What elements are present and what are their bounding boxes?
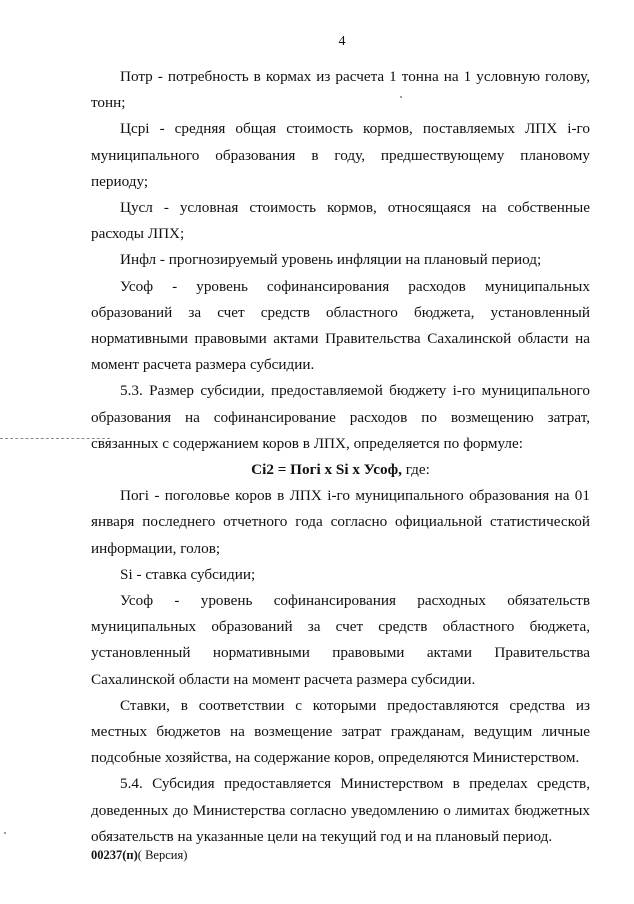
formula: Ci2 = Пoгi x Si x Усоф, xyxy=(251,461,402,479)
paragraph: 5.3. Размер субсидии, предоставляемой бюджету i-го муниципального образования на софинансирование расходов по возмещению затрат, связанных с содержанием коров в ЛПХ, определяется по формуле: xyxy=(91,382,590,452)
document-version: ( Версия) xyxy=(137,848,188,862)
document-body xyxy=(91,64,590,850)
paragraph: Потр - потребность в кормах из расчета 1 тонна на 1 условную голову, тонн; xyxy=(91,68,590,112)
scan-artifact-dot xyxy=(4,832,6,834)
formula-suffix: где: xyxy=(401,461,430,479)
document-code: 00237(п) xyxy=(91,848,138,862)
paragraph: Цусл - условная стоимость кормов, относящаяся на собственные расходы ЛПХ; xyxy=(91,199,590,243)
paragraph: Погi - поголовье коров в ЛПХ i-го муниципального образования на 01 января последнего отчетного года согласно официальной статистической информации, голов; xyxy=(91,487,590,557)
document-footer xyxy=(91,848,187,863)
paragraph: Цсрi - средняя общая стоимость кормов, поставляемых ЛПХ i-го муниципального образования в году, предшествующему плановому периоду; xyxy=(91,120,590,190)
paragraph: Ставки, в соответствии с которыми предоставляются средства из местных бюджетов на возмещение затрат гражданам, ведущим личные подсобные хозяйства, на содержание коров, определяются Министерством. xyxy=(91,696,590,767)
formula-line xyxy=(91,457,590,483)
paragraph: 5.4. Субсидия предоставляется Министерством в пределах средств, доведенных до Министерства согласно уведомлению о лимитах бюджетных обязательств на указанные цели на текущий год и на плановый период. xyxy=(91,775,590,845)
page-number: 4 xyxy=(338,34,346,49)
paragraph: Инфл - прогнозируемый уровень инфляции на плановый период; xyxy=(120,251,542,269)
paragraph: Усоф - уровень софинансирования расходных обязательств муниципальных образований за счет средств областного бюджета, установленный нормативными правовыми актами Правительства Сахалинской области на момент расчета размера субсидии. xyxy=(91,592,590,688)
paragraph: Усоф - уровень софинансирования расходов муниципальных образований за счет средств областного бюджета, установленный нормативными правовыми актами Правительства Сахалинской области на момент расчета размера субсидии. xyxy=(91,277,590,374)
paragraph: Si - ставка субсидии; xyxy=(120,565,256,583)
